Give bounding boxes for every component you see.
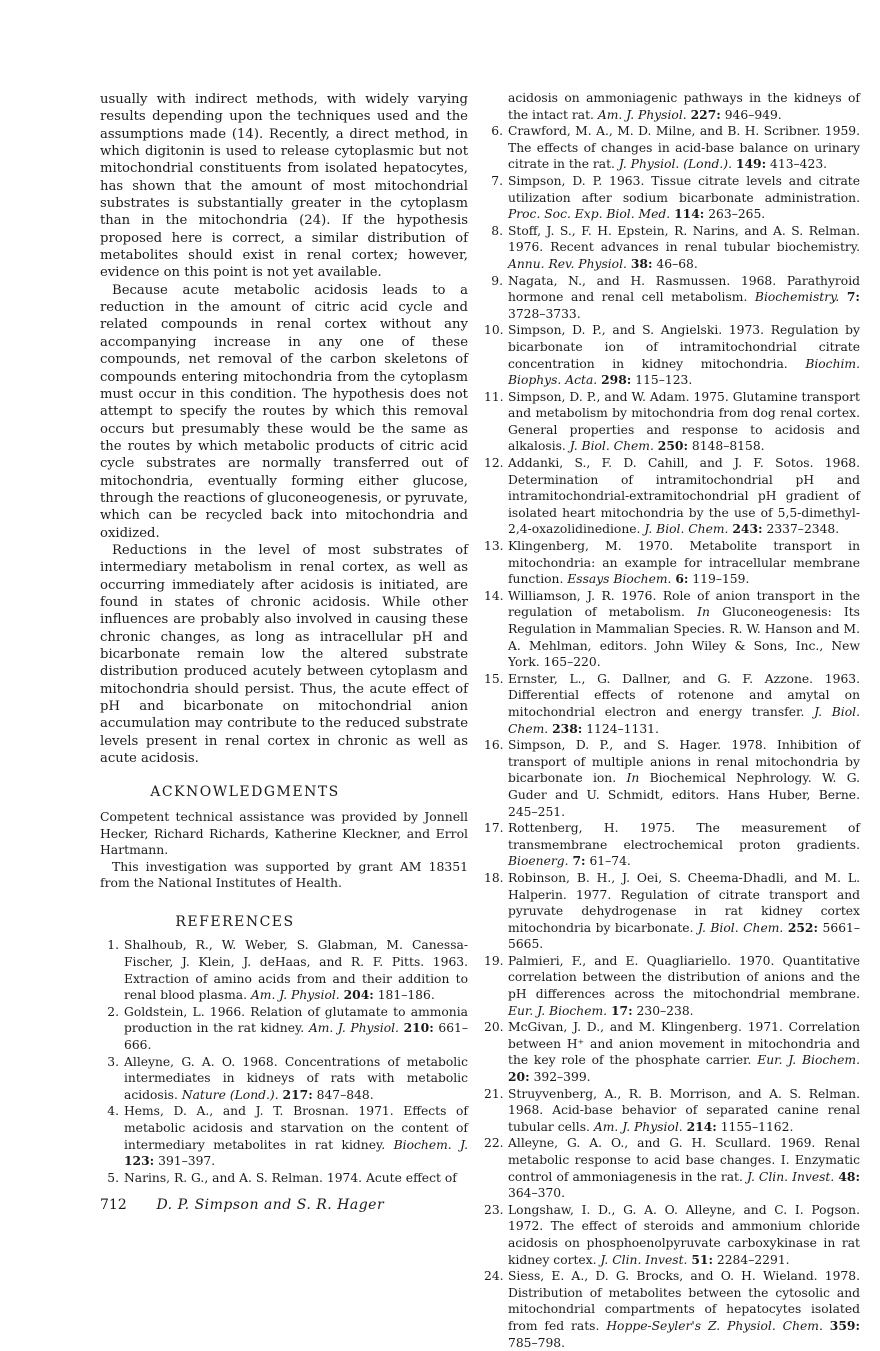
running-authors: D. P. Simpson and S. R. Hager xyxy=(156,1197,385,1214)
reference-text: 115–123. xyxy=(631,373,693,388)
reference-number: 2. xyxy=(107,1004,119,1019)
reference-journal: Biochem. J. xyxy=(393,1137,468,1152)
reference-volume: 214: xyxy=(686,1118,717,1134)
reference-item xyxy=(484,588,860,671)
reference-text: 391–397. xyxy=(154,1154,216,1169)
references-list-left xyxy=(100,937,468,1186)
reference-number: 16. xyxy=(484,738,504,753)
reference-number: 20. xyxy=(484,1020,504,1035)
reference-text: Shalhoub, R., W. Weber, S. Glabman, M. Canessa-Fischer, J. Klein, J. deHaas, and R. F. Pitts. 1963. Extraction of amino acids from and their addition to renal blood plasma. xyxy=(124,938,468,1003)
reference-text: 8148–8158. xyxy=(688,439,765,454)
reference-text: Simpson, D. P., and S. Hager. 1978. Inhibition of transport of multiple anions in renal mitochondria by bicarbonate ion. xyxy=(508,738,860,786)
reference-journal: In xyxy=(626,771,640,786)
reference-volume: 38: xyxy=(630,255,653,271)
reference-text: 413–423. xyxy=(766,157,828,172)
reference-volume: 123: xyxy=(124,1153,155,1169)
reference-volume: 210: xyxy=(403,1020,434,1036)
reference-text xyxy=(823,1319,830,1333)
reference-text: Rottenberg, H. 1975. The measurement of transmembrane electrochemical proton gradients. xyxy=(508,821,860,852)
acknowledgments-text xyxy=(100,809,468,891)
reference-journal: Proc. Soc. Exp. Biol. Med. xyxy=(508,207,671,222)
reference-journal: Am. J. Physiol. xyxy=(250,988,340,1003)
acknowledgments-heading: ACKNOWLEDGMENTS xyxy=(150,784,340,801)
reference-number: 10. xyxy=(484,323,504,338)
reference-number: 24. xyxy=(484,1269,504,1284)
reference-number: 12. xyxy=(484,456,504,471)
reference-volume: 252: xyxy=(787,919,819,935)
reference-number: 18. xyxy=(484,870,504,885)
reference-volume: 20: xyxy=(508,1069,530,1085)
reference-volume: 6: xyxy=(675,571,689,587)
reference-item xyxy=(484,737,860,820)
left-column xyxy=(100,91,468,1214)
reference-text: 46–68. xyxy=(652,256,698,271)
reference-text: 5661–5665. xyxy=(508,920,860,952)
reference-text: 847–848. xyxy=(312,1087,374,1102)
reference-item xyxy=(100,1054,468,1104)
reference-number: 21. xyxy=(484,1086,504,1101)
reference-number: 3. xyxy=(107,1054,119,1069)
reference-text: Addanki, S., F. D. Cahill, and J. F. Sotos. 1968. Determination of intramitochondrial pH and intramitochondrial-extramitochondrial pH gradient of isolated heart mitochondria by the use of 5,5-dimethyl-2,4-oxazolidinedione. xyxy=(508,456,860,537)
reference-volume: 298: xyxy=(601,372,632,388)
reference-volume: 227: xyxy=(690,106,721,122)
reference-text: Narins, R. G., and A. S. Relman. 1974. Acute effect of xyxy=(124,1170,457,1185)
page-footer xyxy=(100,1196,468,1214)
reference-text: Alleyne, G. A. O. 1968. Concentrations of metabolic intermediates in kidneys of rats with metabolic acidosis. xyxy=(124,1054,468,1102)
reference-journal: Annu. Rev. Physiol. xyxy=(508,256,627,271)
reference-text: Siess, E. A., D. G. Brocks, and O. H. Wieland. 1978. Distribution of metabolites between the cytosolic and mitochondrial compartments of hepatocytes isolated from fed rats. xyxy=(508,1269,860,1333)
reference-text: 3728–3733. xyxy=(508,306,581,321)
reference-number: 19. xyxy=(484,953,504,968)
reference-item xyxy=(484,953,860,1019)
reference-text: Simpson, D. P., and S. Angielski. 1973. Regulation by bicarbonate ion of intramitochondrial citrate concentration in kidney mitochondria. xyxy=(508,323,860,371)
reference-journal: J. Clin. Invest. xyxy=(746,1169,835,1184)
reference-text: Struyvenberg, A., R. B. Morrison, and A. S. Relman. 1968. Acid-base behavior of separated canine renal tubular cells. xyxy=(508,1086,860,1134)
body-paragraph: usually with indirect methods, with widely varying results depending upon the techniques used and the assumptions made (14). Recently, a direct method, in which digitonin is used to release cytoplasmic but not mitochondrial constituents from isolated hepatocytes, has shown that the amount of most mitochondrial substrates is substantially greater in the cytoplasm than in the mitochondria (24). If the hypothesis proposed here is correct, a similar distribution of metabolites should exist in renal cortex; however, evidence on this point is not yet available. xyxy=(100,92,468,281)
body-paragraph: Reductions in the level of most substrates of intermediary metabolism in renal cortex, as well as occurring immediately after acidosis is initiated, are found in states of chronic acidosis. While other influences are probably also involved in causing these chronic changes, as long as intracellular pH and bicarbonate remain low the altered substrate distribution produced acutely between cytoplasm and mitochondria should persist. Thus, the acute effect of pH and bicarbonate on mitochondrial anion accumulation may contribute to the reduced substrate levels present in renal cortex in chronic as well as acute acidosis. xyxy=(100,542,468,767)
reference-journal: J. Biol. Chem. xyxy=(508,704,860,736)
reference-item xyxy=(100,1170,468,1187)
reference-text: acidosis on ammoniagenic pathways in the kidneys of the intact rat. xyxy=(508,91,860,122)
reference-item xyxy=(484,223,860,273)
reference-item xyxy=(100,937,468,1003)
reference-number: 13. xyxy=(484,539,504,554)
acknowledgments-paragraph: Competent technical assistance was provided by Jonnell Hecker, Richard Richards, Katherine Kleckner, and Errol Hartmann. xyxy=(100,809,468,858)
reference-text: 230–238. xyxy=(632,1003,694,1018)
reference-text xyxy=(839,290,847,304)
reference-number: 22. xyxy=(484,1136,504,1151)
reference-text: 2337–2348. xyxy=(762,522,840,537)
reference-text: Palmieri, F., and E. Quagliariello. 1970. Quantitative correlation between the distribution of anions and the pH differences across the mitochondrial membrane. xyxy=(508,953,860,1002)
reference-volume: 48: xyxy=(838,1168,860,1184)
references-heading: REFERENCES xyxy=(175,914,295,931)
reference-journal: J. Biol. Chem. xyxy=(569,439,654,454)
reference-volume: 243: xyxy=(732,521,763,537)
reference-item xyxy=(484,322,860,388)
reference-number: 15. xyxy=(484,671,504,686)
reference-text: Gluconeogenesis: Its Regulation in Mammalian Species. R. W. Hanson and M. A. Mehlman, editors. John Wiley & Sons, Inc., New York. 165–220. xyxy=(508,605,860,670)
reference-text: Ernster, L., G. Dallner, and G. F. Azzone. 1963. Differential effects of rotenone and amytal on mitochondrial electron and energy transfer. xyxy=(508,671,860,719)
reference-journal: J. Biol. Chem. xyxy=(644,522,729,537)
reference-number: 7. xyxy=(491,173,503,188)
reference-journal: Am. J. Physiol. xyxy=(597,107,687,122)
reference-journal: Eur. J. Biochem. xyxy=(508,1003,608,1018)
reference-text: 364–370. xyxy=(508,1186,565,1201)
reference-item xyxy=(484,870,860,953)
reference-number: 8. xyxy=(491,223,503,238)
reference-journal: Essays Biochem. xyxy=(567,572,672,587)
reference-text: 263–265. xyxy=(704,207,766,222)
reference-item xyxy=(100,1004,468,1054)
reference-text: Simpson, D. P., and W. Adam. 1975. Glutamine transport and metabolism by mitochondria from dog renal cortex. General properties and response to acidosis and alkalosis. xyxy=(508,389,860,454)
reference-item xyxy=(484,455,860,538)
page-number: 712 xyxy=(100,1197,127,1214)
reference-number: 23. xyxy=(484,1202,504,1217)
reference-item xyxy=(484,538,860,588)
reference-volume: 7: xyxy=(572,853,586,869)
reference-item xyxy=(484,389,860,455)
reference-journal: Nature (Lond.). xyxy=(181,1087,279,1102)
reference-text: Robinson, B. H., J. Oei, S. Cheema-Dhadli, and M. L. Halperin. 1977. Regulation of citrate transport and pyruvate dehydrogenase in rat kidney cortex mitochondria by bicarbonate. xyxy=(508,870,860,935)
reference-text: Crawford, M. A., M. D. Milne, and B. H. Scribner. 1959. The effects of changes in acid-base balance on urinary citrate in the rat. xyxy=(508,124,860,172)
reference-number: 6. xyxy=(491,124,503,139)
reference-text: 392–399. xyxy=(529,1070,591,1085)
reference-item xyxy=(484,1202,860,1268)
reference-text: Goldstein, L. 1966. Relation of glutamate to ammonia production in the rat kidney. xyxy=(124,1004,468,1036)
reference-item xyxy=(100,1103,468,1169)
reference-text: 1124–1131. xyxy=(582,721,659,736)
body-text xyxy=(100,91,468,767)
reference-text: 1155–1162. xyxy=(716,1119,794,1134)
reference-volume: 149: xyxy=(735,156,767,172)
reference-text: 661–666. xyxy=(124,1021,468,1052)
body-paragraph: Because acute metabolic acidosis leads to a reduction in the amount of citric acid cycle and related compounds in renal cortex without any accompanying increase in any one of these compounds, net removal of the carbon skeletons of compounds entering mitochondria from the cytoplasm must occur in this condition. The hypothesis does not attempt to specify the routes by which this removal occurs but presumably these would be the same as the routes by which metabolic products of citric acid cycle substrates are normally transferred out of mitochondria, eventually forming either glucose, through the reactions of gluconeogenesis, or pyruvate, which can be recycled back into mitochondria and oxidized. xyxy=(100,282,468,541)
reference-journal: Biochim. Biophys. Acta. xyxy=(508,356,860,388)
reference-journal: J. Clin. Invest. xyxy=(600,1252,688,1267)
reference-volume: 114: xyxy=(674,206,705,222)
reference-text: Biochemical Nephrology. W. G. Guder and U. Schmidt, editors. Hans Huber, Berne. 245–251. xyxy=(508,771,860,819)
reference-volume: 250: xyxy=(657,438,688,454)
reference-journal: J. Biol. Chem. xyxy=(698,920,784,935)
reference-volume: 217: xyxy=(282,1086,313,1102)
reference-continuation xyxy=(484,90,860,123)
reference-item xyxy=(484,1268,860,1351)
reference-journal: In xyxy=(697,605,710,620)
reference-number: 5. xyxy=(107,1170,119,1185)
reference-item xyxy=(484,1135,860,1201)
reference-number: 9. xyxy=(491,273,503,288)
reference-item xyxy=(484,671,860,737)
reference-text: Klingenberg, M. 1970. Metabolite transport in mitochondria: an example for intracellular membrane function. xyxy=(508,539,860,587)
reference-number: 11. xyxy=(484,389,504,404)
references-list-right xyxy=(484,90,860,1351)
acknowledgments-paragraph: This investigation was supported by grant AM 18351 from the National Institutes of Health. xyxy=(100,858,468,891)
reference-number: 1. xyxy=(107,938,119,953)
reference-number: 17. xyxy=(484,821,504,836)
reference-text: Alleyne, G. A. O., and G. H. Scullard. 1969. Renal metabolic response to acid base changes. I. Enzymatic control of ammoniagenesis in the rat. xyxy=(508,1136,860,1184)
reference-text: 119–159. xyxy=(688,572,750,587)
reference-volume: 204: xyxy=(343,987,374,1003)
reference-text: Nagata, N., and H. Rasmussen. 1968. Parathyroid hormone and renal cell metabolism. xyxy=(508,273,860,305)
reference-item xyxy=(484,1086,860,1136)
reference-text: 61–74. xyxy=(585,854,631,869)
reference-text: 181–186. xyxy=(373,988,435,1003)
reference-number: 14. xyxy=(484,588,504,603)
reference-text: McGivan, J. D., and M. Klingenberg. 1971. Correlation between H⁺ and anion movement in mitochondria and the key role of the phosphate carrier. xyxy=(508,1020,860,1068)
reference-text: Longshaw, I. D., G. A. O. Alleyne, and C. I. Pogson. 1972. The effect of steroids and ammonium chloride acidosis on phosphoenolpyruvate carboxykinase in rat kidney cortex. xyxy=(508,1202,860,1267)
reference-journal: Am. J. Physiol. xyxy=(308,1021,399,1036)
reference-item xyxy=(484,173,860,223)
reference-volume: 359: xyxy=(829,1317,860,1333)
reference-item xyxy=(484,273,860,323)
reference-journal: Hoppe-Seyler's Z. Physiol. Chem. xyxy=(606,1318,823,1333)
reference-journal: Eur. J. Biochem. xyxy=(757,1053,861,1068)
reference-journal: Am. J. Physiol. xyxy=(593,1119,683,1134)
reference-text: 2284–2291. xyxy=(713,1252,790,1267)
reference-journal: Biochemistry. xyxy=(754,290,840,305)
reference-text: Simpson, D. P. 1963. Tissue citrate levels and citrate utilization after sodium bicarbonate administration. xyxy=(508,173,860,205)
reference-volume: 51: xyxy=(691,1251,713,1267)
reference-journal: J. Physiol. (Lond.). xyxy=(618,157,732,172)
reference-item xyxy=(484,820,860,870)
reference-volume: 238: xyxy=(552,720,583,736)
reference-text: 946–949. xyxy=(720,107,782,122)
reference-text: Hems, D. A., and J. T. Brosnan. 1971. Effects of metabolic acidosis and starvation on the content of intermediary metabolites in rat kidney. xyxy=(124,1104,468,1152)
reference-volume: 7: xyxy=(846,289,860,305)
reference-text: 785–798. xyxy=(508,1335,565,1350)
reference-item xyxy=(484,123,860,173)
reference-journal: Bioenerg. xyxy=(508,854,569,869)
reference-item xyxy=(484,1019,860,1085)
reference-volume: 17: xyxy=(610,1002,633,1018)
reference-text: Stoff, J. S., F. H. Epstein, R. Narins, and A. S. Relman. 1976. Recent advances in renal tubular biochemistry. xyxy=(508,223,860,255)
reference-text: Williamson, J. R. 1976. Role of anion transport in the regulation of metabolism. xyxy=(508,588,860,620)
reference-number: 4. xyxy=(107,1104,119,1119)
